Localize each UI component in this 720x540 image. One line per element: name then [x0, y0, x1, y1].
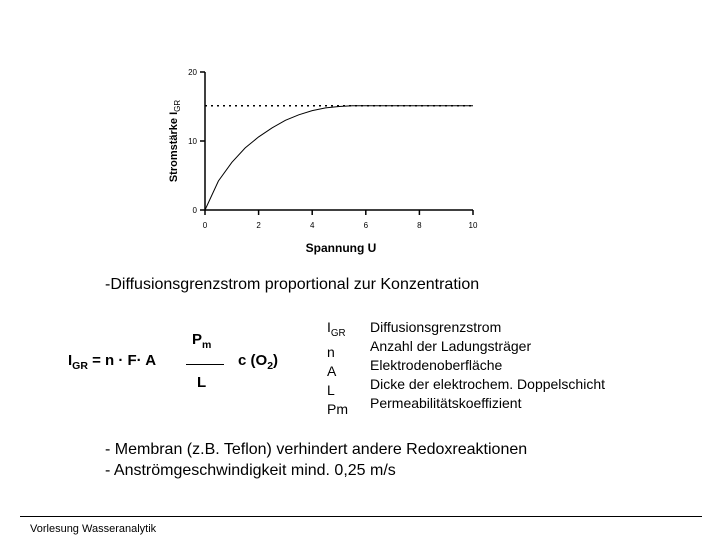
bullet-membrane: - Membran (z.B. Teflon) verhindert andere Redoxreaktionen [105, 441, 528, 458]
x-tick-label: 10 [468, 221, 478, 230]
formula-current-subscript: GR [72, 360, 88, 372]
y-axis-label-subscript: GR [173, 99, 182, 112]
formula-concentration-subscript: 2 [267, 360, 274, 372]
y-axis-label-main: Stromstärke I [168, 111, 180, 183]
legend-symbol-main: I [327, 319, 331, 335]
footer-course-title: Vorlesung Wasseranalytik [30, 523, 157, 535]
formula-concentration [238, 352, 278, 372]
formula-current-symbol: I [68, 352, 73, 369]
legend-symbol-main: n [327, 343, 335, 360]
x-axis-label: Spannung U [305, 241, 377, 255]
legend-symbol [327, 362, 348, 381]
legend-symbol [327, 400, 348, 419]
legend-description: Anzahl der Ladungsträger [370, 338, 532, 354]
y-tick-label: 0 [192, 206, 197, 215]
legend-description: Diffusionsgrenzstrom [370, 319, 502, 335]
x-tick-label: 0 [202, 221, 208, 230]
legend-description: Dicke der elektrochem. Doppelschicht [370, 376, 605, 392]
formula-numerator-subscript: m [202, 339, 212, 351]
current-voltage-curve [205, 106, 473, 210]
formula-numerator [192, 331, 211, 351]
footer-divider [20, 516, 702, 517]
legend-symbols [327, 318, 348, 419]
legend-symbol [327, 318, 348, 343]
formula-denominator: L [197, 374, 207, 391]
bullet-diffusion-current: -Diffusionsgrenzstrom proportional zur Konzentration [105, 276, 480, 293]
x-tick-label: 8 [417, 221, 422, 230]
formula-numerator-symbol: P [192, 331, 203, 348]
bullet-flow-velocity: - Anströmgeschwindigkeit mind. 0,25 m/s [105, 462, 396, 479]
formula-lhs [68, 352, 156, 372]
fraction-bar [186, 364, 224, 365]
formula-concentration-end: ) [273, 352, 279, 369]
legend-symbol-main: A [327, 362, 337, 379]
formula-concentration-symbol: c (O [238, 352, 268, 369]
legend-description: Permeabilitätskoeffizient [370, 395, 522, 411]
x-tick-label: 6 [363, 221, 369, 230]
legend-symbol-main: L [327, 381, 335, 398]
y-axis-label [168, 100, 182, 183]
legend-symbol [327, 343, 348, 362]
x-tick-label: 2 [256, 221, 261, 230]
legend-symbol-main: Pm [327, 400, 348, 417]
formula-factors: = n · F· A [87, 352, 157, 369]
legend-symbol-sub: GR [330, 327, 346, 339]
x-tick-label: 4 [309, 221, 315, 230]
y-tick-label: 20 [188, 68, 197, 77]
legend-description: Elektrodenoberfläche [370, 357, 503, 373]
legend-symbol [327, 381, 348, 400]
legend-descriptions [370, 318, 605, 413]
y-tick-label: 10 [188, 137, 197, 146]
